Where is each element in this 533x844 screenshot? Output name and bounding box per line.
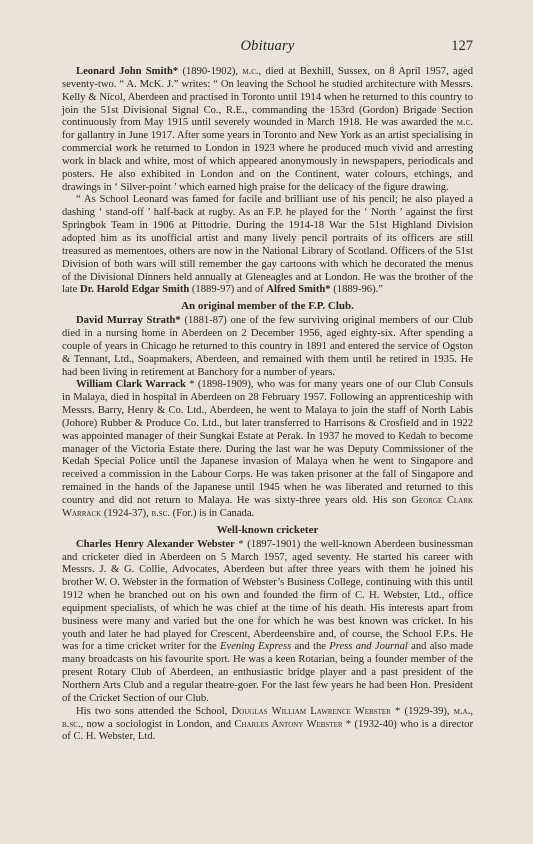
- section-heading: Well-known cricketer: [216, 523, 319, 536]
- person-name: William Clark Warrack: [76, 379, 186, 391]
- obituary-smith: Leonard John Smith* (1890-1902), m.c., died at Bexhill, Sussex, on 8 April 1957, aged seventy-two. “ A. McK. J.” writes: “ On leaving the School he studied architecture with Messrs. Kelly & Nicol, Aberdeen and practised in Toronto until 1914 when he returned to this country to join the 51st Divisional Signal Co., R.E., commanding the 153rd (Gordon) Brigade Section continuously from May 1915 until severely wounded in March 1918. He was awarded the m.c. for gallantry in June 1917. After some years in Toronto and New York as an artist specialising in commercial work he returned to London in 1923 where he produced much vivid and arresting work in black and white, most of which appeared anonymously in newspapers, periodicals and posters. He also exhibited in London and on the Continent, water colours, etchings, and drawings in ‘ Silver-point ’ which earned high praise for the delicacy of the figure drawing.: [62, 66, 474, 193]
- article-body: [62, 66, 473, 744]
- obituary-webster-sons: His two sons attended the School, Douglas William Lawrence Webster * (1929-39), m.a., b.sc., now a sociologist in London, and Charles Antony Webster * (1932-40) who is a director of C. H. Webster, Ltd.: [62, 705, 474, 743]
- obituary-strath: David Murray Strath* (1881-87) one of the few surviving original members of our Club died in a nursing home in Aberdeen on 2 December 1956, aged eighty-six. After spending a couple of years in Chicago he returned to this country in 1891 and entered the service of Ogston & Tennant, Ltd., Soapmakers, Aberdeen, and remained with them until he retired in 1935. He had been living in retirement at Banchory for a number of years.: [62, 315, 474, 378]
- page-number: 127: [451, 38, 473, 54]
- person-name: Charles Henry Alexander Webster: [76, 538, 235, 550]
- running-head: [62, 38, 473, 58]
- section-heading: An original member of the F.P. Club.: [181, 300, 354, 313]
- person-name: David Murray Strath*: [76, 315, 181, 327]
- person-name: Leonard John Smith*: [76, 66, 179, 77]
- obituary-smith-quote: “ As School Leonard was famed for facile and brilliant use of his pencil; he also played a dashing ‘ stand-off ’ half-back at rugby. As an F.P. he played for the ‘ North ’ against the first Springbok Team in 1906 at Pittodrie. During the 1914-18 War the 51st Highland Division adopted him as its unofficial artist and many lively pencil portraits of its officers are still treasured as mementoes, others are now in the National Library of Scotland. Officers of the 51st Division of both wars will still remember the gay cartoons with which he decorated the menus of the Divisional Dinners held annually at Gleneagles and at London. He was the brother of the late Dr. Harold Edgar Smith (1889-97) and of Alfred Smith* (1889-96).”: [62, 194, 473, 296]
- section-title: Obituary: [240, 38, 295, 54]
- person-name: Alfred Smith*: [266, 284, 331, 296]
- obituary-webster: Charles Henry Alexander Webster * (1897-1901) the well-known Aberdeen businessman and cricketer died in Aberdeen on 5 March 1957, aged seventy. He started his career with Messrs. J. & G. Collie, Advocates, Aberdeen but after three years with them he joined his brother W. O. Webster in the formation of Webster’s Business College, continuing with this until 1912 when he branched out on his own and founded the firm of C. H. Webster, Ltd., office equipment specialists, of which he was chief at the time of his death. His interests apart from business were many and varied but the one for which he was best known was cricket. In his youth and later he had played for Crescent, Aberdeenshire and, of course, the School F.P.s. He was for a time cricket writer for the Evening Express and the Press and Journal and also made many broadcasts on his favourite sport. He was a keen Rotarian, being a founder member of the present Rotary Club of Aberdeen, an enthusiastic bridge player and a past president of the Northern Arts Club and a regular theatre-goer. For the last few years he had been Hon. President of the Cricket Section of our Club.: [62, 538, 473, 704]
- obituary-warrack: William Clark Warrack * (1898-1909), who was for many years one of our Club Consuls in Malaya, died in hospital in Aberdeen on 28 February 1957. Following an apprenticeship with Messrs. Barry, Henry & Co. Ltd., Aberdeen, he went to Malaya to join the staff of North Labis (Johore) Rubber & Produce Co. Ltd., but later transferred to Harrisons & Crosfield and in 1922 was appointed manager of their Sungkai Estate at Perak. In 1937 he moved to Kedah to become manager of the Victoria Estate there. During the last war he was Deputy Commissioner of the Kedah Special Police until the Japanese invasion of Malaya when he went to Singapore and received a commission in the Labour Corps. He was taken prisoner at the fall of Singapore and remained in the hands of the Japanese until 1945 when he was liberated and returned to this country and did not return to Malaya. He was sixty-three years old. His son George Clark Warrack (1924-37), b.sc. (For.) is in Canada.: [62, 379, 473, 519]
- person-name: Dr. Harold Edgar Smith: [79, 284, 190, 296]
